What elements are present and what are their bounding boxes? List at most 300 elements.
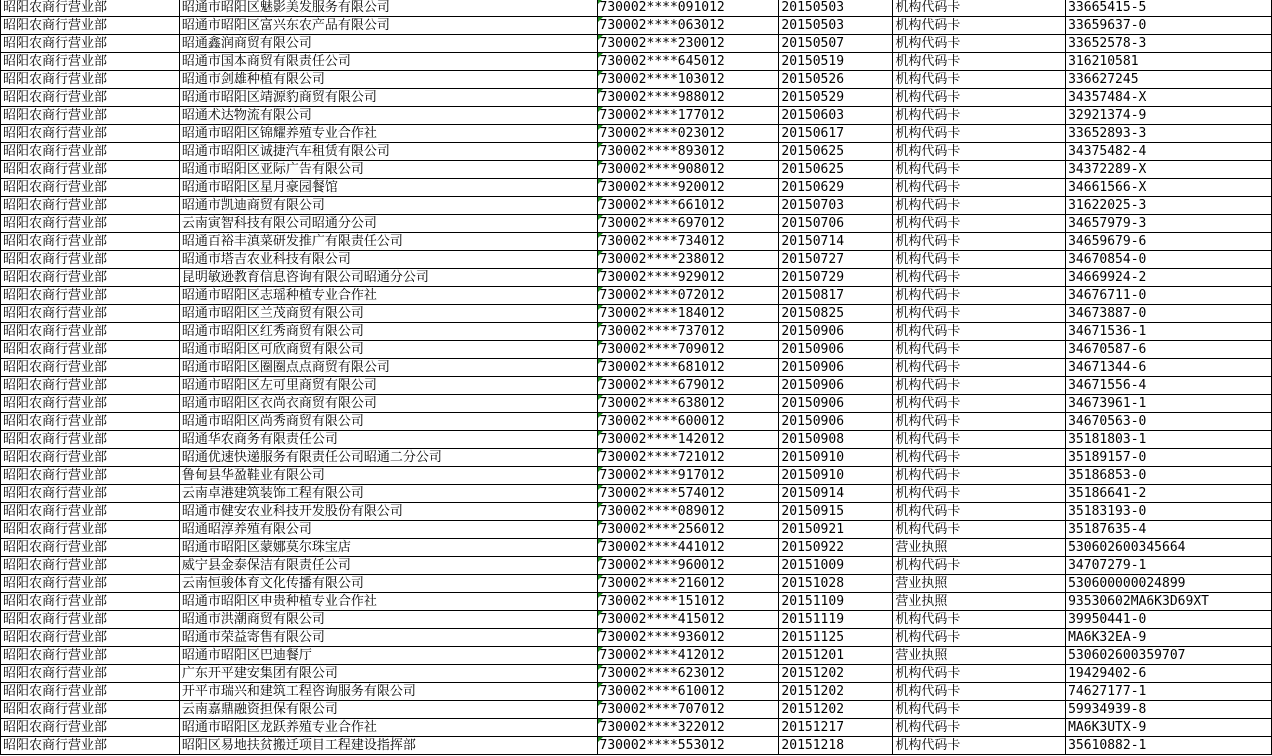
- cell-account[interactable]: [597, 611, 779, 629]
- cell-code[interactable]: [1066, 323, 1272, 341]
- cell-doc-type-text: 机构代码卡: [895, 702, 961, 717]
- cell-branch[interactable]: [1, 179, 180, 197]
- cell-code[interactable]: [1066, 341, 1272, 359]
- table-row: [1, 665, 1272, 683]
- cell-account[interactable]: [597, 17, 779, 35]
- cell-code[interactable]: [1066, 377, 1272, 395]
- cell-company[interactable]: [179, 305, 597, 323]
- cell-code-text: 34661566-X: [1068, 180, 1147, 195]
- cell-account[interactable]: [597, 575, 779, 593]
- cell-date[interactable]: [779, 701, 893, 719]
- cell-doc-type[interactable]: [893, 485, 1066, 503]
- cell-account[interactable]: [597, 89, 779, 107]
- cell-date[interactable]: [779, 377, 893, 395]
- cell-account[interactable]: [597, 593, 779, 611]
- cell-date[interactable]: [779, 359, 893, 377]
- cell-branch[interactable]: [1, 449, 180, 467]
- cell-doc-type[interactable]: [893, 503, 1066, 521]
- cell-branch[interactable]: [1, 395, 180, 413]
- cell-branch[interactable]: [1, 17, 180, 35]
- cell-branch[interactable]: [1, 233, 180, 251]
- cell-branch[interactable]: [1, 215, 180, 233]
- cell-company[interactable]: [179, 449, 597, 467]
- cell-code[interactable]: [1066, 269, 1272, 287]
- cell-company[interactable]: [179, 611, 597, 629]
- cell-code[interactable]: [1066, 539, 1272, 557]
- cell-date-text: 20150921: [781, 522, 845, 537]
- cell-account-text: 730002****142012: [599, 432, 725, 447]
- cell-date[interactable]: [779, 521, 893, 539]
- cell-doc-type[interactable]: [893, 719, 1066, 737]
- cell-account[interactable]: [597, 233, 779, 251]
- cell-doc-type[interactable]: [893, 251, 1066, 269]
- cell-doc-type-text: 营业执照: [895, 540, 948, 555]
- cell-account[interactable]: [597, 143, 779, 161]
- cell-code[interactable]: [1066, 467, 1272, 485]
- cell-date[interactable]: [779, 341, 893, 359]
- cell-date[interactable]: [779, 593, 893, 611]
- cell-code[interactable]: [1066, 647, 1272, 665]
- cell-doc-type[interactable]: [893, 179, 1066, 197]
- cell-branch[interactable]: [1, 71, 180, 89]
- cell-company[interactable]: [179, 431, 597, 449]
- cell-date[interactable]: [779, 53, 893, 71]
- cell-doc-type-text: 营业执照: [895, 594, 948, 609]
- cell-date[interactable]: [779, 629, 893, 647]
- cell-company[interactable]: [179, 269, 597, 287]
- number-as-text-indicator-icon: [598, 737, 603, 742]
- cell-company[interactable]: [179, 215, 597, 233]
- cell-doc-type[interactable]: [893, 35, 1066, 53]
- cell-account[interactable]: [597, 323, 779, 341]
- cell-doc-type[interactable]: [893, 413, 1066, 431]
- cell-company-text: 威宁县金泰保洁有限责任公司: [181, 558, 351, 573]
- cell-account[interactable]: [597, 71, 779, 89]
- cell-doc-type[interactable]: [893, 305, 1066, 323]
- cell-company[interactable]: [179, 143, 597, 161]
- cell-code[interactable]: [1066, 629, 1272, 647]
- cell-doc-type[interactable]: [893, 665, 1066, 683]
- cell-code[interactable]: [1066, 575, 1272, 593]
- cell-branch[interactable]: [1, 719, 180, 737]
- cell-company[interactable]: [179, 89, 597, 107]
- cell-account[interactable]: [597, 683, 779, 701]
- cell-branch[interactable]: [1, 557, 180, 575]
- cell-company[interactable]: [179, 251, 597, 269]
- cell-account[interactable]: [597, 53, 779, 71]
- cell-code[interactable]: [1066, 665, 1272, 683]
- cell-company[interactable]: [179, 359, 597, 377]
- cell-branch[interactable]: [1, 197, 180, 215]
- cell-doc-type[interactable]: [893, 539, 1066, 557]
- cell-account[interactable]: [597, 0, 779, 17]
- cell-account[interactable]: [597, 341, 779, 359]
- cell-branch[interactable]: [1, 0, 180, 17]
- cell-date[interactable]: [779, 287, 893, 305]
- cell-code-text: 59934939-8: [1068, 702, 1147, 717]
- cell-company[interactable]: [179, 107, 597, 125]
- number-as-text-indicator-icon: [598, 359, 603, 364]
- cell-company[interactable]: [179, 701, 597, 719]
- cell-branch[interactable]: [1, 539, 180, 557]
- cell-branch[interactable]: [1, 683, 180, 701]
- cell-code[interactable]: [1066, 413, 1272, 431]
- cell-date-text: 20150503: [781, 0, 845, 15]
- cell-date[interactable]: [779, 575, 893, 593]
- cell-account[interactable]: [597, 107, 779, 125]
- cell-branch[interactable]: [1, 629, 180, 647]
- cell-company[interactable]: [179, 71, 597, 89]
- cell-code[interactable]: [1066, 485, 1272, 503]
- cell-date[interactable]: [779, 413, 893, 431]
- cell-date[interactable]: [779, 107, 893, 125]
- cell-company[interactable]: [179, 575, 597, 593]
- cell-doc-type[interactable]: [893, 125, 1066, 143]
- cell-branch-text: 昭阳农商行营业部: [3, 198, 108, 213]
- cell-doc-type[interactable]: [893, 17, 1066, 35]
- cell-code[interactable]: [1066, 503, 1272, 521]
- cell-branch[interactable]: [1, 35, 180, 53]
- cell-code[interactable]: [1066, 557, 1272, 575]
- cell-company[interactable]: [179, 0, 597, 17]
- cell-code[interactable]: [1066, 611, 1272, 629]
- cell-branch[interactable]: [1, 161, 180, 179]
- cell-code[interactable]: [1066, 233, 1272, 251]
- cell-account-text: 730002****238012: [599, 252, 725, 267]
- cell-date[interactable]: [779, 0, 893, 17]
- cell-doc-type[interactable]: [893, 161, 1066, 179]
- cell-date[interactable]: [779, 611, 893, 629]
- cell-company-text: 昭通市凯迪商贸有限公司: [181, 198, 325, 213]
- cell-branch[interactable]: [1, 251, 180, 269]
- cell-company[interactable]: [179, 179, 597, 197]
- table-row: [1, 233, 1272, 251]
- cell-doc-type[interactable]: [893, 611, 1066, 629]
- cell-account[interactable]: [597, 197, 779, 215]
- cell-branch-text: 昭阳农商行营业部: [3, 162, 108, 177]
- cell-code[interactable]: [1066, 593, 1272, 611]
- cell-account[interactable]: [597, 521, 779, 539]
- cell-company[interactable]: [179, 413, 597, 431]
- table-row: [1, 593, 1272, 611]
- cell-branch[interactable]: [1, 287, 180, 305]
- cell-company[interactable]: [179, 719, 597, 737]
- cell-branch[interactable]: [1, 377, 180, 395]
- cell-date-text: 20151202: [781, 666, 845, 681]
- cell-doc-type[interactable]: [893, 683, 1066, 701]
- cell-date-text: 20150915: [781, 504, 845, 519]
- cell-account[interactable]: [597, 719, 779, 737]
- cell-branch[interactable]: [1, 125, 180, 143]
- cell-branch[interactable]: [1, 359, 180, 377]
- cell-company-text: 昭通市昭阳区巴迪餐厅: [181, 648, 312, 663]
- cell-doc-type[interactable]: [893, 341, 1066, 359]
- cell-doc-type[interactable]: [893, 575, 1066, 593]
- cell-branch[interactable]: [1, 53, 180, 71]
- cell-doc-type[interactable]: [893, 359, 1066, 377]
- cell-doc-type-text: 机构代码卡: [895, 522, 961, 537]
- cell-date[interactable]: [779, 539, 893, 557]
- cell-code[interactable]: [1066, 359, 1272, 377]
- cell-code[interactable]: [1066, 719, 1272, 737]
- cell-account[interactable]: [597, 179, 779, 197]
- cell-code[interactable]: [1066, 17, 1272, 35]
- cell-code-text: 93530602MA6K3D69XT: [1068, 594, 1209, 609]
- cell-date[interactable]: [779, 179, 893, 197]
- table-row: [1, 125, 1272, 143]
- cell-branch[interactable]: [1, 431, 180, 449]
- cell-doc-type[interactable]: [893, 467, 1066, 485]
- number-as-text-indicator-icon: [598, 485, 603, 490]
- cell-code[interactable]: [1066, 0, 1272, 17]
- cell-date[interactable]: [779, 431, 893, 449]
- cell-code[interactable]: [1066, 89, 1272, 107]
- cell-code[interactable]: [1066, 737, 1272, 755]
- cell-doc-type[interactable]: [893, 197, 1066, 215]
- cell-doc-type[interactable]: [893, 269, 1066, 287]
- cell-date[interactable]: [779, 215, 893, 233]
- cell-branch[interactable]: [1, 341, 180, 359]
- cell-company-text: 昭通市昭阳区诚捷汽车租赁有限公司: [181, 144, 390, 159]
- cell-company-text: 昭通市昭阳区锦耀养殖专业合作社: [181, 126, 377, 141]
- cell-account[interactable]: [597, 701, 779, 719]
- cell-branch[interactable]: [1, 593, 180, 611]
- cell-company[interactable]: [179, 323, 597, 341]
- cell-account[interactable]: [597, 215, 779, 233]
- cell-company[interactable]: [179, 629, 597, 647]
- cell-date[interactable]: [779, 683, 893, 701]
- cell-doc-type[interactable]: [893, 593, 1066, 611]
- cell-doc-type[interactable]: [893, 323, 1066, 341]
- cell-date[interactable]: [779, 197, 893, 215]
- cell-branch[interactable]: [1, 503, 180, 521]
- cell-company-text: 昭阳区易地扶贫搬迁项目工程建设指挥部: [181, 738, 416, 753]
- cell-date[interactable]: [779, 35, 893, 53]
- cell-branch[interactable]: [1, 107, 180, 125]
- cell-account[interactable]: [597, 377, 779, 395]
- cell-date[interactable]: [779, 305, 893, 323]
- cell-account[interactable]: [597, 629, 779, 647]
- cell-branch-text: 昭阳农商行营业部: [3, 378, 108, 393]
- cell-account[interactable]: [597, 35, 779, 53]
- cell-branch[interactable]: [1, 647, 180, 665]
- cell-doc-type[interactable]: [893, 233, 1066, 251]
- cell-code[interactable]: [1066, 35, 1272, 53]
- cell-doc-type[interactable]: [893, 287, 1066, 305]
- cell-date[interactable]: [779, 665, 893, 683]
- cell-date-text: 20150729: [781, 270, 845, 285]
- cell-company[interactable]: [179, 17, 597, 35]
- cell-doc-type[interactable]: [893, 701, 1066, 719]
- cell-company[interactable]: [179, 647, 597, 665]
- cell-branch[interactable]: [1, 737, 180, 755]
- cell-code[interactable]: [1066, 251, 1272, 269]
- number-as-text-indicator-icon: [598, 467, 603, 472]
- cell-company[interactable]: [179, 233, 597, 251]
- cell-account[interactable]: [597, 269, 779, 287]
- cell-code[interactable]: [1066, 143, 1272, 161]
- cell-date[interactable]: [779, 161, 893, 179]
- cell-doc-type[interactable]: [893, 521, 1066, 539]
- cell-branch-text: 昭阳农商行营业部: [3, 630, 108, 645]
- cell-code[interactable]: [1066, 161, 1272, 179]
- cell-date[interactable]: [779, 251, 893, 269]
- cell-date[interactable]: [779, 485, 893, 503]
- cell-company[interactable]: [179, 467, 597, 485]
- cell-company[interactable]: [179, 485, 597, 503]
- cell-date[interactable]: [779, 71, 893, 89]
- cell-date-text: 20150825: [781, 306, 845, 321]
- cell-date[interactable]: [779, 89, 893, 107]
- cell-account[interactable]: [597, 431, 779, 449]
- cell-company[interactable]: [179, 503, 597, 521]
- cell-company[interactable]: [179, 197, 597, 215]
- cell-code[interactable]: [1066, 107, 1272, 125]
- cell-company[interactable]: [179, 35, 597, 53]
- cell-doc-type[interactable]: [893, 647, 1066, 665]
- cell-account[interactable]: [597, 287, 779, 305]
- cell-branch[interactable]: [1, 701, 180, 719]
- cell-account[interactable]: [597, 251, 779, 269]
- cell-account[interactable]: [597, 161, 779, 179]
- cell-doc-type[interactable]: [893, 215, 1066, 233]
- cell-account[interactable]: [597, 395, 779, 413]
- cell-branch[interactable]: [1, 575, 180, 593]
- cell-company[interactable]: [179, 557, 597, 575]
- cell-doc-type[interactable]: [893, 737, 1066, 755]
- cell-company[interactable]: [179, 125, 597, 143]
- cell-date[interactable]: [779, 647, 893, 665]
- cell-company[interactable]: [179, 593, 597, 611]
- cell-doc-type[interactable]: [893, 71, 1066, 89]
- cell-branch[interactable]: [1, 269, 180, 287]
- cell-account[interactable]: [597, 665, 779, 683]
- cell-account[interactable]: [597, 125, 779, 143]
- cell-date[interactable]: [779, 557, 893, 575]
- cell-company[interactable]: [179, 683, 597, 701]
- cell-branch[interactable]: [1, 143, 180, 161]
- number-as-text-indicator-icon: [598, 323, 603, 328]
- table-row: [1, 449, 1272, 467]
- cell-date[interactable]: [779, 323, 893, 341]
- cell-code[interactable]: [1066, 305, 1272, 323]
- cell-account[interactable]: [597, 467, 779, 485]
- cell-account[interactable]: [597, 449, 779, 467]
- cell-account-text: 730002****679012: [599, 378, 725, 393]
- cell-company[interactable]: [179, 737, 597, 755]
- cell-company[interactable]: [179, 521, 597, 539]
- cell-code[interactable]: [1066, 287, 1272, 305]
- cell-company[interactable]: [179, 287, 597, 305]
- cell-date[interactable]: [779, 449, 893, 467]
- cell-doc-type[interactable]: [893, 395, 1066, 413]
- cell-date[interactable]: [779, 269, 893, 287]
- cell-doc-type[interactable]: [893, 107, 1066, 125]
- cell-doc-type[interactable]: [893, 449, 1066, 467]
- cell-code[interactable]: [1066, 449, 1272, 467]
- cell-code-text: 35610882-1: [1068, 738, 1147, 753]
- cell-branch[interactable]: [1, 413, 180, 431]
- cell-doc-type[interactable]: [893, 629, 1066, 647]
- cell-date[interactable]: [779, 233, 893, 251]
- cell-code[interactable]: [1066, 53, 1272, 71]
- cell-doc-type[interactable]: [893, 0, 1066, 17]
- cell-branch[interactable]: [1, 485, 180, 503]
- cell-doc-type[interactable]: [893, 557, 1066, 575]
- cell-account[interactable]: [597, 485, 779, 503]
- cell-code[interactable]: [1066, 431, 1272, 449]
- cell-company[interactable]: [179, 539, 597, 557]
- cell-doc-type[interactable]: [893, 143, 1066, 161]
- cell-date[interactable]: [779, 17, 893, 35]
- cell-account[interactable]: [597, 647, 779, 665]
- cell-code[interactable]: [1066, 683, 1272, 701]
- cell-account[interactable]: [597, 503, 779, 521]
- cell-branch-text: 昭阳农商行营业部: [3, 684, 108, 699]
- cell-branch-text: 昭阳农商行营业部: [3, 648, 108, 663]
- cell-branch-text: 昭阳农商行营业部: [3, 540, 108, 555]
- cell-doc-type[interactable]: [893, 89, 1066, 107]
- cell-branch[interactable]: [1, 611, 180, 629]
- cell-company-text: 昭通市昭阳区申贵种植专业合作社: [181, 594, 377, 609]
- cell-code[interactable]: [1066, 701, 1272, 719]
- cell-account-text: 730002****091012: [599, 0, 725, 15]
- cell-account[interactable]: [597, 539, 779, 557]
- cell-account[interactable]: [597, 413, 779, 431]
- cell-company[interactable]: [179, 53, 597, 71]
- cell-company[interactable]: [179, 395, 597, 413]
- cell-doc-type[interactable]: [893, 53, 1066, 71]
- cell-date[interactable]: [779, 737, 893, 755]
- cell-account[interactable]: [597, 305, 779, 323]
- cell-company[interactable]: [179, 341, 597, 359]
- cell-code[interactable]: [1066, 71, 1272, 89]
- cell-branch[interactable]: [1, 467, 180, 485]
- cell-company[interactable]: [179, 665, 597, 683]
- cell-account-text: 730002****661012: [599, 198, 725, 213]
- cell-code[interactable]: [1066, 521, 1272, 539]
- cell-branch-text: 昭阳农商行营业部: [3, 432, 108, 447]
- cell-doc-type-text: 机构代码卡: [895, 360, 961, 375]
- cell-date[interactable]: [779, 467, 893, 485]
- cell-date[interactable]: [779, 395, 893, 413]
- cell-code-text: 31622025-3: [1068, 198, 1147, 213]
- cell-doc-type[interactable]: [893, 431, 1066, 449]
- cell-date[interactable]: [779, 503, 893, 521]
- cell-account[interactable]: [597, 359, 779, 377]
- cell-branch[interactable]: [1, 89, 180, 107]
- cell-code[interactable]: [1066, 215, 1272, 233]
- cell-doc-type-text: 机构代码卡: [895, 612, 961, 627]
- cell-account[interactable]: [597, 557, 779, 575]
- cell-date[interactable]: [779, 719, 893, 737]
- cell-branch[interactable]: [1, 323, 180, 341]
- cell-company[interactable]: [179, 161, 597, 179]
- cell-code[interactable]: [1066, 395, 1272, 413]
- cell-branch[interactable]: [1, 305, 180, 323]
- cell-company[interactable]: [179, 377, 597, 395]
- cell-code[interactable]: [1066, 179, 1272, 197]
- cell-doc-type[interactable]: [893, 377, 1066, 395]
- cell-code[interactable]: [1066, 197, 1272, 215]
- cell-date[interactable]: [779, 143, 893, 161]
- cell-branch-text: 昭阳农商行营业部: [3, 144, 108, 159]
- cell-date[interactable]: [779, 125, 893, 143]
- cell-branch[interactable]: [1, 521, 180, 539]
- cell-branch[interactable]: [1, 665, 180, 683]
- cell-code[interactable]: [1066, 125, 1272, 143]
- cell-account[interactable]: [597, 737, 779, 755]
